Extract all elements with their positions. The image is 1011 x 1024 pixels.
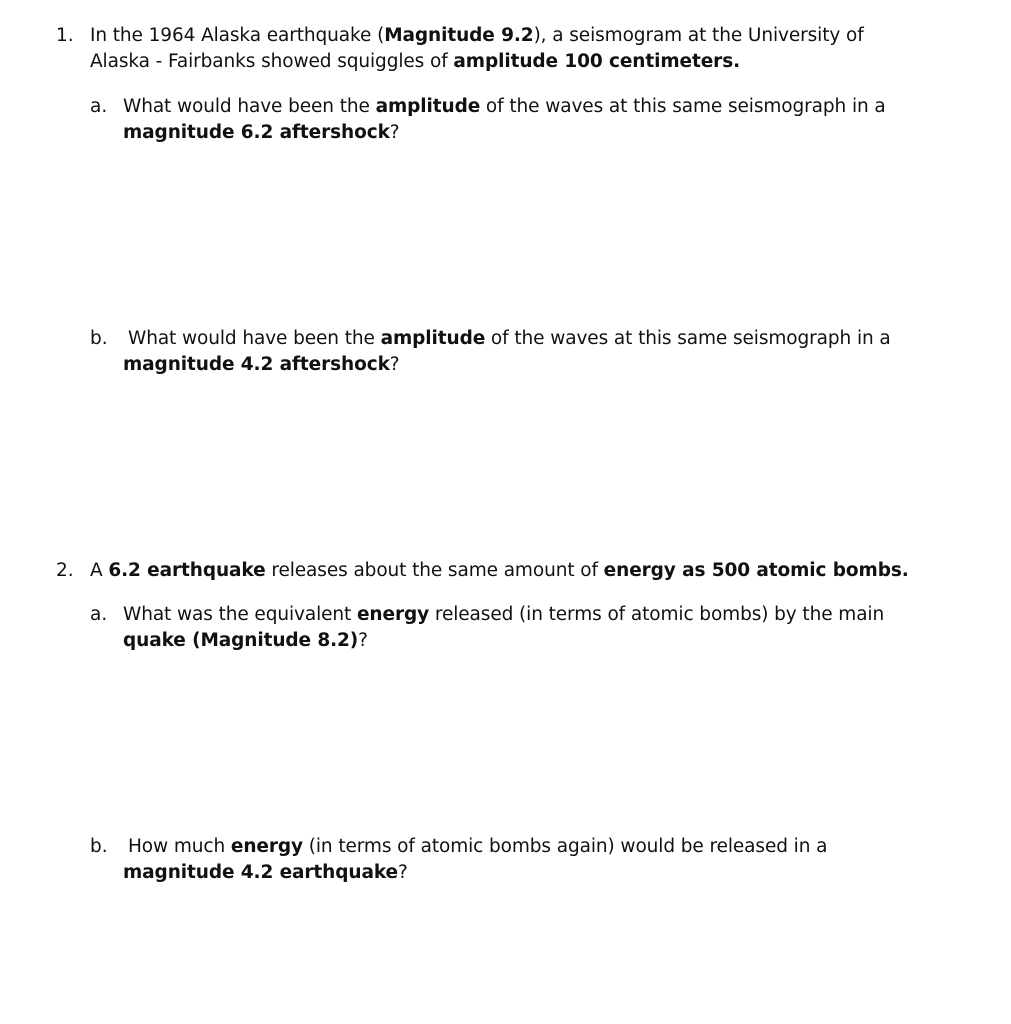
- text-segment: ?: [389, 122, 400, 143]
- question-1b-label: b.: [90, 328, 108, 349]
- question-1a-line-2: [123, 120, 400, 146]
- text-segment: In the 1964 Alaska earthquake (: [90, 25, 385, 46]
- question-1-line-1: [90, 23, 864, 49]
- bold-text-segment: Magnitude 9.2: [384, 25, 534, 46]
- bold-text-segment: energy: [230, 836, 303, 857]
- text-segment: of the waves at this same seismograph in a: [485, 328, 891, 349]
- text-segment: What would have been the: [128, 328, 381, 349]
- text-segment: How much: [128, 836, 231, 857]
- bold-text-segment: magnitude 6.2 aftershock: [123, 122, 390, 143]
- text-segment: ?: [389, 354, 400, 375]
- bold-text-segment: amplitude: [375, 96, 481, 117]
- question-2a-line-2: [123, 628, 368, 654]
- bold-text-segment: magnitude 4.2 aftershock: [123, 354, 390, 375]
- text-segment: ?: [398, 862, 408, 883]
- question-2a-label: a.: [90, 604, 108, 625]
- bold-text-segment: amplitude: [380, 328, 486, 349]
- text-segment: ?: [358, 630, 368, 651]
- bold-text-segment: magnitude 4.2 earthquake: [123, 862, 398, 883]
- question-2a-line-1: [123, 602, 884, 628]
- text-segment: ), a seismogram at the University of: [533, 25, 864, 46]
- question-1-line-2: [90, 49, 740, 75]
- question-1a-label: a.: [90, 96, 108, 117]
- text-segment: What would have been the: [123, 96, 376, 117]
- question-2b-line-1: [128, 834, 827, 860]
- question-2-number: 2.: [56, 560, 74, 581]
- question-1-number: 1.: [56, 25, 74, 46]
- bold-text-segment: 6.2 earthquake: [108, 560, 266, 581]
- question-1b-line-1: [128, 326, 891, 352]
- bold-text-segment: amplitude 100 centimeters.: [453, 51, 741, 72]
- text-segment: of the waves at this same seismograph in a: [480, 96, 886, 117]
- question-2-line-1: [90, 558, 909, 584]
- question-2b-label: b.: [90, 836, 108, 857]
- text-segment: A: [90, 560, 109, 581]
- text-segment: releases about the same amount of: [265, 560, 604, 581]
- bold-text-segment: energy as 500 atomic bombs.: [603, 560, 909, 581]
- bold-text-segment: energy: [356, 604, 430, 625]
- text-segment: What was the equivalent: [123, 604, 357, 625]
- question-1a-line-1: [123, 94, 886, 120]
- question-1b-line-2: [123, 352, 400, 378]
- bold-text-segment: quake (Magnitude 8.2): [123, 630, 359, 651]
- text-segment: (in terms of atomic bombs again) would be released in a: [302, 836, 828, 857]
- text-segment: Alaska - Fairbanks showed squiggles of: [90, 51, 454, 72]
- question-2b-line-2: [123, 860, 408, 886]
- text-segment: released (in terms of atomic bombs) by the main: [429, 604, 885, 625]
